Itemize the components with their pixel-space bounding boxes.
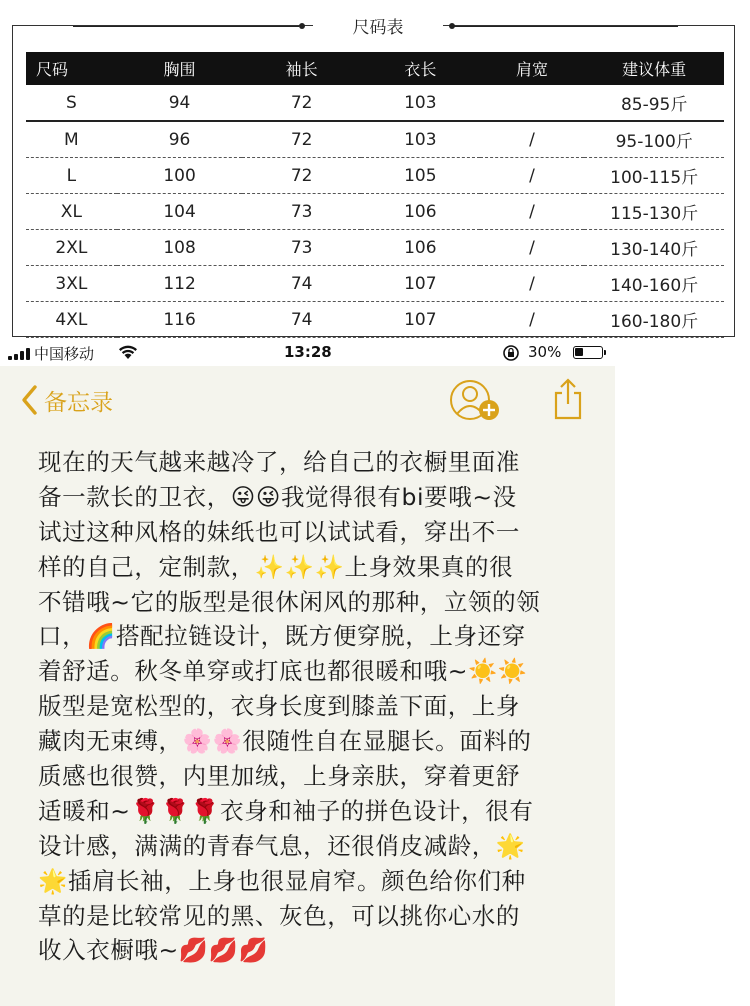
table-cell: /: [529, 165, 535, 186]
table-cell: 95-100斤: [615, 132, 693, 152]
table-cell: [480, 85, 585, 121]
note-line: 备一款长的卫衣，😜😜我觉得很有bi要哦~没: [38, 482, 517, 511]
table-cell: 103: [404, 92, 437, 113]
table-cell: XL: [60, 201, 82, 222]
add-person-icon[interactable]: [448, 378, 504, 424]
table-cell: 130-140斤: [610, 240, 699, 260]
wifi-icon: [118, 344, 138, 360]
note-line: 设计感，满满的青春气息，还很俏皮减龄，🌟: [38, 831, 526, 860]
table-row: [26, 302, 724, 338]
table-row: [26, 85, 724, 121]
table-cell: 72: [290, 165, 313, 186]
title-divider-right: [453, 26, 678, 27]
note-line: 现在的天气越来越冷了，给自己的衣橱里面准: [38, 448, 520, 476]
note-body[interactable]: [38, 445, 598, 968]
chevron-left-icon: [18, 382, 44, 418]
table-cell: M: [64, 129, 79, 150]
size-chart-title: 尺码表: [313, 13, 443, 38]
table-cell: S: [65, 92, 77, 113]
header-cell: 尺码: [36, 60, 69, 79]
table-cell: 74: [290, 273, 313, 294]
header-cell: 建议体重: [622, 60, 687, 79]
table-cell: 103: [404, 129, 437, 150]
table-cell: 4XL: [55, 309, 88, 330]
battery-percent: 30%: [528, 343, 562, 361]
status-bar: [0, 340, 615, 366]
table-row: [26, 121, 724, 158]
nav-bar: [0, 366, 615, 438]
title-dot-left: [299, 23, 305, 29]
table-cell: 112: [163, 273, 196, 294]
table-cell: 100-115斤: [610, 168, 699, 188]
table-cell: 96: [168, 129, 191, 150]
header-cell: 衣长: [404, 60, 437, 79]
signal-icon: [8, 348, 32, 360]
size-chart-card: [12, 18, 735, 337]
table-row: [26, 194, 724, 230]
table-cell: 73: [290, 201, 313, 222]
table-cell: 2XL: [55, 237, 88, 258]
note-line: 不错哦~它的版型是很休闲风的那种，立领的领: [38, 587, 541, 616]
table-cell: 72: [290, 129, 313, 150]
table-cell: /: [529, 273, 535, 294]
table-cell: 104: [163, 201, 196, 222]
back-label: 备忘录: [44, 389, 113, 416]
note-line: 🌟插肩长袖，上身也很显肩窄。颜色给你们种: [38, 866, 526, 895]
note-line: 适暖和~🌹🌹🌹衣身和袖子的拼色设计，很有: [38, 796, 534, 825]
size-table: [26, 52, 724, 338]
note-line: 口，🌈搭配拉链设计，既方便穿脱，上身还穿: [38, 622, 526, 651]
table-cell: 105: [404, 165, 437, 186]
title-divider-left: [73, 26, 299, 27]
note-line: 试过这种风格的妹纸也可以试试看，穿出不一: [38, 517, 520, 546]
table-cell: 73: [290, 237, 313, 258]
table-cell: 160-180斤: [610, 312, 699, 332]
table-cell: 107: [404, 273, 437, 294]
battery-icon: [573, 346, 603, 359]
table-cell: 107: [404, 309, 437, 330]
header-cell: 肩宽: [516, 60, 549, 79]
table-cell: 140-160斤: [610, 276, 699, 296]
table-cell: /: [529, 237, 535, 258]
carrier-name: 中国移动: [34, 345, 95, 363]
table-cell: 94: [168, 92, 191, 113]
table-cell: 100: [163, 165, 196, 186]
table-cell: /: [529, 309, 535, 330]
size-chart-title-row: [13, 18, 734, 38]
table-cell: /: [529, 201, 535, 222]
table-cell: L: [66, 165, 77, 186]
header-cell: 袖长: [285, 60, 318, 79]
notes-screen: [0, 340, 615, 1006]
table-row: [26, 158, 724, 194]
table-cell: 116: [163, 309, 196, 330]
table-cell: /: [529, 129, 535, 150]
table-cell: 108: [163, 237, 196, 258]
header-cell: 胸围: [163, 60, 196, 79]
table-cell: 106: [404, 201, 437, 222]
share-icon[interactable]: [551, 376, 585, 422]
table-row: [26, 230, 724, 266]
note-line: 版型是宽松型的，衣身长度到膝盖下面，上身: [38, 692, 520, 721]
note-line: 着舒适。秋冬单穿或打底也都很暖和哦~☀️☀️: [38, 657, 528, 686]
rotation-lock-icon: [502, 344, 520, 362]
table-cell: 3XL: [55, 273, 88, 294]
table-row: [26, 266, 724, 302]
table-cell: 115-130斤: [610, 204, 699, 224]
table-cell: 72: [290, 92, 313, 113]
note-line: 质感也很赞，内里加绒，上身亲肤，穿着更舒: [38, 762, 520, 791]
table-cell: 85-95斤: [620, 95, 688, 115]
note-line: 草的是比较常见的黑、灰色，可以挑你心水的: [38, 901, 520, 930]
status-time: 13:28: [284, 343, 332, 361]
back-button[interactable]: [18, 382, 113, 418]
table-cell: 106: [404, 237, 437, 258]
note-line: 收入衣橱哦~💋💋💋: [38, 936, 269, 965]
note-line: 样的自己，定制款，✨✨✨上身效果真的很: [38, 552, 514, 581]
note-line: 藏肉无束缚，🌸🌸很随性自在显腿长。面料的: [38, 727, 532, 756]
table-cell: 74: [290, 309, 313, 330]
size-table-header: [26, 52, 724, 85]
